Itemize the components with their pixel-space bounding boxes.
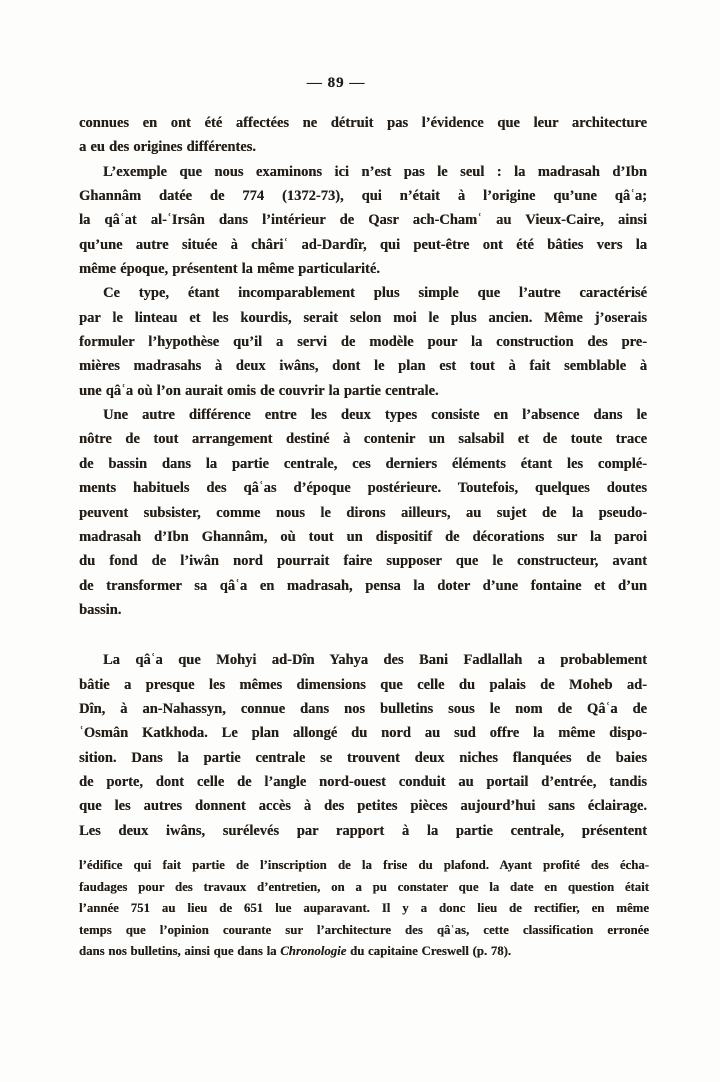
text-line: peuvent subsister, comme nous le dirons ailleurs, au sujet de la pseudo- xyxy=(79,504,647,521)
page-number: — 89 — xyxy=(306,75,366,91)
text-line: bâtie a presque les mêmes dimensions que celle du palais de Moheb ad- xyxy=(79,676,647,693)
text-line: L’exemple que nous examinons ici n’est pas le seul : la madrasah d’Ibn xyxy=(103,163,647,180)
text-line: Ghannâm datée de 774 (1372-73), qui n’était à l’origine qu’une qâʿa; xyxy=(79,188,647,205)
text-line: Les deux iwâns, surélevés par rapport à la partie centrale, présentent xyxy=(79,822,647,839)
text-line: a eu des origines différentes. xyxy=(79,139,256,156)
text-line: de porte, dont celle de l’angle nord-ouest conduit au portail d’entrée, tandis xyxy=(79,773,647,790)
text-line: ments habituels des qâʿas d’époque postérieure. Toutefois, quelques doutes xyxy=(79,480,647,497)
paragraph-2 xyxy=(79,160,647,282)
text-line: du fond de l’iwân nord pourrait faire supposer que le constructeur, avant xyxy=(79,553,647,570)
text-line: bassin. xyxy=(79,601,122,618)
text-line: Une autre différence entre les deux types consiste en l’absence dans le xyxy=(103,407,647,424)
text-line: madrasah d’Ibn Ghannâm, où tout un dispositif de décorations sur la paroi xyxy=(79,528,647,545)
main-text-block xyxy=(79,111,647,843)
paragraph-5 xyxy=(79,648,647,843)
text-line: la qâʿat al-ʿIrsân dans l’intérieur de Qasr ach-Chamʿ au Vieux-Caire, ainsi xyxy=(79,212,647,229)
text-line: qu’une autre située à châriʿ ad-Dardîr, qui peut-être ont été bâties vers la xyxy=(79,236,647,253)
text-line: La qâʿa que Mohyi ad-Dîn Yahya des Bani Fadlallah a probablement xyxy=(103,652,647,669)
paragraph-4 xyxy=(79,403,647,622)
text-line: temps que l’opinion courante sur l’architecture des qâʿas, cette classification erronée xyxy=(79,922,649,937)
paragraph-1 xyxy=(79,111,647,160)
text-line: l’année 751 au lieu de 651 lue auparavant. Il y a donc lieu de rectifier, en même xyxy=(79,901,649,916)
text-line: l’édifice qui fait partie de l’inscription de la frise du plafond. Ayant profité des écha- xyxy=(79,858,649,872)
footnote-block xyxy=(79,855,649,963)
text-line: même époque, présentent la même particularité. xyxy=(79,261,380,278)
text-line: connues en ont été affectées ne détruit pas l’évidence que leur architecture xyxy=(79,115,647,131)
text-line: Dîn, à an-Nahassyn, connue dans nos bulletins sous le nom de Qâʿa de xyxy=(79,700,647,717)
text-line: une qâʿa où l’on aurait omis de couvrir la partie centrale. xyxy=(79,382,439,399)
paragraph-3 xyxy=(79,281,647,403)
text-line: Ce type, étant incomparablement plus simple que l’autre caractérisé xyxy=(103,285,647,302)
text-line: de transformer sa qâʿa en madrasah, pensa la doter d’une fontaine et d’un xyxy=(79,577,647,594)
text-line: faudages pour des travaux d’entretien, on a pu constater que la date en question était xyxy=(79,879,649,894)
text-line: formuler l’hypothèse qu’il a servi de modèle pour la construction des pre- xyxy=(79,334,647,351)
text-line: dans nos bulletins, ainsi que dans la Chronologie du capitaine Creswell (p. 78). xyxy=(79,944,512,959)
text-line: nôtre de tout arrangement destiné à contenir un salsabil et de toute trace xyxy=(79,431,647,448)
text-line: sition. Dans la partie centrale se trouvent deux niches flanquées de baies xyxy=(79,749,647,766)
text-line: mières madrasahs à deux iwâns, dont le plan est tout à fait semblable à xyxy=(79,358,647,375)
text-line: de bassin dans la partie centrale, ces derniers éléments étant les complé- xyxy=(79,455,647,472)
text-line: par le linteau et les kourdis, serait selon moi le plus ancien. Même j’oserais xyxy=(79,309,647,326)
paragraph-1 xyxy=(79,855,649,963)
text-line: que les autres donnent accès à des petites pièces aujourd’hui sans éclairage. xyxy=(79,798,647,815)
text-line: ʿOsmân Katkhoda. Le plan allongé du nord au sud offre la même dispo- xyxy=(79,725,647,742)
